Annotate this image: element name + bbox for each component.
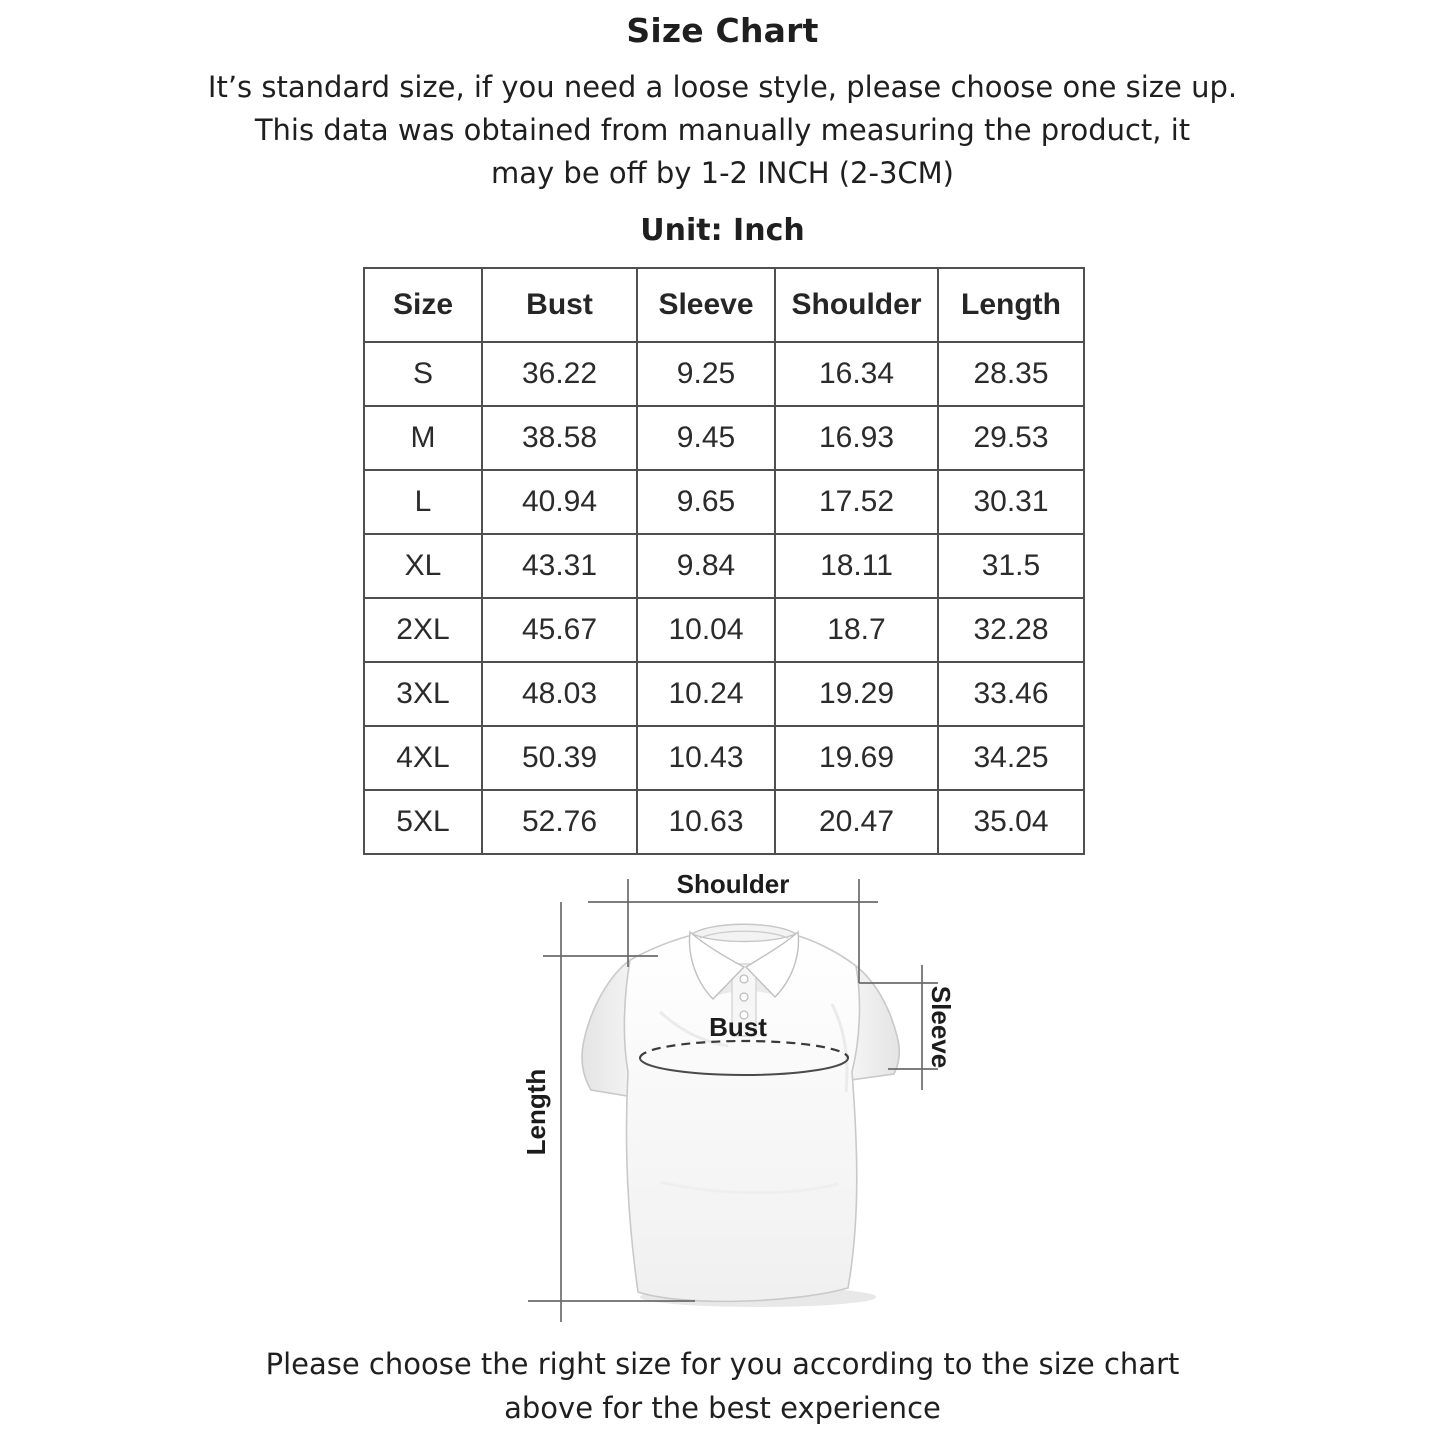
sleeve-cell: 10.04 bbox=[637, 598, 775, 662]
table-row bbox=[364, 790, 1084, 854]
sleeve-cell: 10.24 bbox=[637, 662, 775, 726]
bust-cell: 40.94 bbox=[482, 470, 637, 534]
shoulder-cell: 17.52 bbox=[775, 470, 938, 534]
shoulder-cell: 19.69 bbox=[775, 726, 938, 790]
collar-back bbox=[692, 924, 796, 941]
length-cell: 29.53 bbox=[938, 406, 1084, 470]
length-label: Length bbox=[521, 1068, 551, 1156]
bust-label: Bust bbox=[709, 1012, 767, 1042]
sleeve-label: Sleeve bbox=[926, 985, 956, 1069]
footer-line-2: above for the best experience bbox=[504, 1391, 941, 1425]
bust-cell: 38.58 bbox=[482, 406, 637, 470]
bust-cell: 45.67 bbox=[482, 598, 637, 662]
sleeve-cell: 10.63 bbox=[637, 790, 775, 854]
bust-cell: 48.03 bbox=[482, 662, 637, 726]
size-cell: S bbox=[364, 342, 482, 406]
header bbox=[0, 10, 1445, 248]
length-cell: 34.25 bbox=[938, 726, 1084, 790]
size-cell: 2XL bbox=[364, 598, 482, 662]
bust-cell: 52.76 bbox=[482, 790, 637, 854]
size-cell: 4XL bbox=[364, 726, 482, 790]
size-cell: XL bbox=[364, 534, 482, 598]
table-row bbox=[364, 342, 1084, 406]
table-row bbox=[364, 598, 1084, 662]
description-line-2: This data was obtained from manually measuring the product, it bbox=[254, 113, 1191, 147]
size-cell: 5XL bbox=[364, 790, 482, 854]
sleeve-cell: 9.45 bbox=[637, 406, 775, 470]
size-table bbox=[363, 267, 1085, 855]
unit-label: Unit: Inch bbox=[640, 213, 805, 248]
shoulder-label: Shoulder bbox=[676, 869, 790, 899]
footer-line-1: Please choose the right size for you according to the size chart bbox=[265, 1347, 1180, 1381]
shoulder-cell: 18.11 bbox=[775, 534, 938, 598]
measurement-diagram bbox=[490, 860, 1030, 1340]
footer-note bbox=[0, 1342, 1445, 1430]
length-cell: 31.5 bbox=[938, 534, 1084, 598]
shoulder-cell: 18.7 bbox=[775, 598, 938, 662]
bust-cell: 36.22 bbox=[482, 342, 637, 406]
description bbox=[0, 66, 1445, 195]
table-row bbox=[364, 726, 1084, 790]
sleeve-cell: 9.65 bbox=[637, 470, 775, 534]
length-cell: 30.31 bbox=[938, 470, 1084, 534]
header-cell-shoulder: Shoulder bbox=[775, 268, 938, 342]
page-title: Size Chart bbox=[626, 11, 819, 50]
header-cell-sleeve: Sleeve bbox=[637, 268, 775, 342]
description-line-1: It’s standard size, if you need a loose style, please choose one size up. bbox=[207, 70, 1238, 104]
length-cell: 33.46 bbox=[938, 662, 1084, 726]
size-cell: M bbox=[364, 406, 482, 470]
header-cell-size: Size bbox=[364, 268, 482, 342]
button bbox=[740, 975, 748, 983]
shoulder-cell: 16.34 bbox=[775, 342, 938, 406]
shoulder-cell: 16.93 bbox=[775, 406, 938, 470]
bust-cell: 50.39 bbox=[482, 726, 637, 790]
shoulder-cell: 20.47 bbox=[775, 790, 938, 854]
size-cell: 3XL bbox=[364, 662, 482, 726]
header-cell-bust: Bust bbox=[482, 268, 637, 342]
button bbox=[740, 993, 748, 1001]
table-header-row bbox=[364, 268, 1084, 342]
length-cell: 35.04 bbox=[938, 790, 1084, 854]
length-cell: 28.35 bbox=[938, 342, 1084, 406]
sleeve-cell: 10.43 bbox=[637, 726, 775, 790]
table-row bbox=[364, 406, 1084, 470]
polo-shirt-illustration bbox=[582, 924, 899, 1307]
description-line-3: may be off by 1-2 INCH (2-3CM) bbox=[491, 156, 954, 190]
shoulder-cell: 19.29 bbox=[775, 662, 938, 726]
table-row bbox=[364, 470, 1084, 534]
bust-cell: 43.31 bbox=[482, 534, 637, 598]
header-cell-length: Length bbox=[938, 268, 1084, 342]
sleeve-cell: 9.25 bbox=[637, 342, 775, 406]
table-row bbox=[364, 662, 1084, 726]
sleeve-cell: 9.84 bbox=[637, 534, 775, 598]
table-row bbox=[364, 534, 1084, 598]
length-cell: 32.28 bbox=[938, 598, 1084, 662]
size-cell: L bbox=[364, 470, 482, 534]
